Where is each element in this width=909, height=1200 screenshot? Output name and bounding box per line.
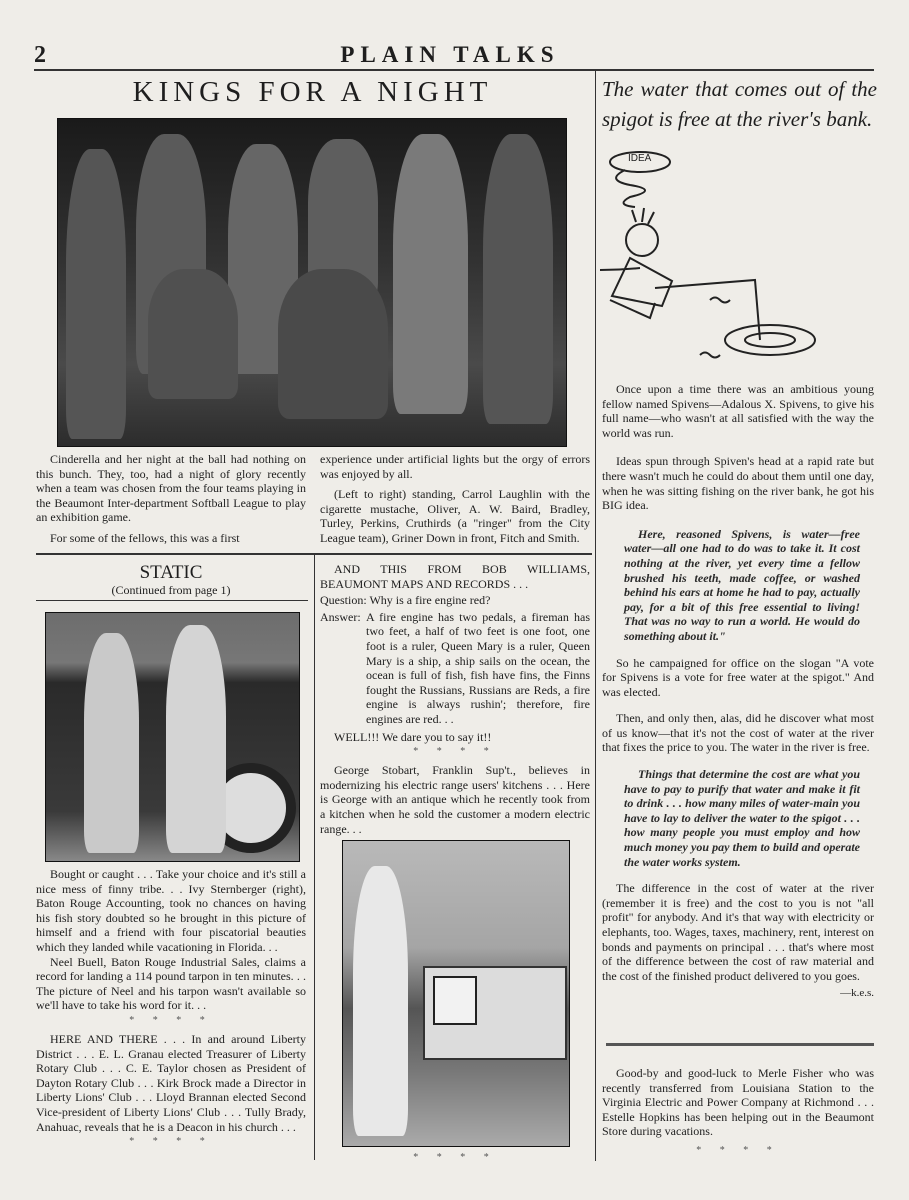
stars-divider: * * * * bbox=[696, 1144, 780, 1156]
fisherman-cartoon bbox=[600, 140, 880, 370]
goodby-paragraph: Good-by and good-luck to Merle Fisher who was recently transferred from Louisiana Station to the Virginia Electric and Power Company at Richmond . . . Estelle Hopkins has been helping out in the Beaumont Store during vacations. bbox=[602, 1066, 874, 1139]
here-and-there: HERE AND THERE . . . In and around Liberty District . . . E. L. Granau elected Treasurer of Liberty Rotary Club . . . C. E. Taylor chosen as President of Dayton Rotary Club . . . Kirk Brock made a Director in Liberty Lions' Club . . . Lloyd Brannan elected Second Vice-president of Liberty Lions' Club . . . Tully Brady, Anahuac, reveals that he is a Deacon in his church . . . bbox=[36, 1031, 306, 1134]
cartoon-idea-label: IDEA bbox=[628, 153, 652, 164]
headline: KINGS FOR A NIGHT bbox=[132, 76, 493, 108]
static-paragraph: Neel Buell, Baton Rouge Industrial Sales, claims a record for landing a 114 pound tarpon in ten minutes. . . The picture of Neel and his tarpon wasn't available so we'll have to take his word for it. . . bbox=[36, 954, 306, 1013]
masthead-title: PLAIN TALKS bbox=[340, 42, 560, 67]
answer-block bbox=[320, 610, 590, 730]
page-number: 2 bbox=[34, 42, 46, 68]
story-paragraph: Once upon a time there was an ambitious young fellow named Spivens—Adalous X. Spivens, to give his full name—who wasn't at all satisfied with the way the world was run. bbox=[602, 382, 874, 440]
stars-divider: * * * * bbox=[413, 746, 497, 758]
kings-caption: (Left to right) standing, Carrol Laughlin with the cigarette mustache, Oliver, A. W. Baird, Bradley, Turley, Perkins, Cruthirds (a "ringer" from the City League team), Griner Down in front, Fitch and Smith. bbox=[320, 487, 590, 545]
spivens-story bbox=[602, 382, 874, 999]
kings-caption-col1 bbox=[36, 452, 306, 552]
answer-label: Answer: bbox=[320, 609, 361, 624]
quote-paragraph: Things that determine the cost are what you have to pay to purify that water and make it fit to drink . . . how many miles of water-main you have to lay to deliver the water to the spigot . . . how many people you must employ and how much money you pay them to build and operate the water works system. bbox=[624, 767, 860, 869]
signature: —k.e.s. bbox=[840, 987, 874, 1000]
stobart-paragraph: George Stobart, Franklin Sup't., believes in modernizing his electric range users' kitchens . . . Here is George with an antique which he recently took from a kitchen when he sold the customer a modern electric range. . . bbox=[320, 763, 590, 836]
column-rule-right bbox=[595, 71, 596, 1161]
stobart-stove-photo bbox=[342, 840, 570, 1147]
static-paragraph: Bought or caught . . . Take your choice and it's still a nice mess of finny tribe. . . Ivy Sternberger (right), Baton Rouge Accounting, took no chances on having his fish story doubted so he brought in this picture of himself and a friend with four piscatorial beauties which they landed while vacationing in Florida. . . bbox=[36, 867, 306, 954]
kings-paragraph: experience under artificial lights but the orgy of errors was enjoyed by all. bbox=[320, 452, 590, 481]
stars-divider: * * * * bbox=[413, 1152, 497, 1163]
middle-text bbox=[320, 562, 590, 842]
quote-block bbox=[602, 767, 874, 869]
quote-block bbox=[602, 527, 874, 644]
kings-paragraph: For some of the fellows, this was a first bbox=[50, 530, 240, 545]
kings-caption-col2 bbox=[320, 452, 590, 552]
goodby-text bbox=[602, 1066, 874, 1162]
static-rule bbox=[36, 600, 308, 601]
stars-divider: * * * * bbox=[129, 1014, 213, 1026]
question: Question: Why is a fire engine red? bbox=[320, 593, 491, 608]
spigot-heading: The water that comes out of the spigot is free at the river's bank. bbox=[602, 77, 877, 131]
masthead-rule bbox=[34, 69, 874, 71]
static-subheading: (Continued from page 1) bbox=[111, 583, 231, 597]
fishermen-photo bbox=[45, 612, 300, 862]
stars-divider: * * * * bbox=[129, 1136, 213, 1148]
answer-text: A fire engine has two pedals, a fireman has two feet, a half of two feet is one foot, one foot is a ruler, Queen Mary is a ruler, Queen Mary is a ship, a ship sails on the ocean, the ocean is full of fish, fish have fins, the Finns fought the Russians, Russians are Reds, a fire engine is always rushin'; therefore, fire engines are red. . . bbox=[366, 609, 590, 726]
story-paragraph: Then, and only then, alas, did he discover what most of us know—that it's not the cost of water at the river that fixes the price to you. The water in the river is free. bbox=[602, 711, 874, 755]
column-rule-left bbox=[314, 555, 315, 1160]
bob-williams-heading: AND THIS FROM BOB WILLIAMS, BEAUMONT MAPS AND RECORDS . . . bbox=[320, 562, 590, 591]
section-rule-right bbox=[606, 1043, 874, 1046]
section-rule bbox=[36, 553, 592, 555]
kings-paragraph: Cinderella and her night at the ball had nothing on this bunch. They, too, had a night of glory recently when a team was chosen from the four teams playing in the Beaumont Inter-department Softball League to play an exhibition game. bbox=[36, 452, 306, 525]
softball-team-photo bbox=[57, 118, 567, 447]
quote-paragraph: Here, reasoned Spivens, is water—free water—all one had to do was to take it. It cost nothing at the river, yet every time a fellow brushed his teeth, made coffee, or washed behind his ears at home he had to pay, actually pay, for a bit of this free essential to living! That was no way to run a world. He would do something about it." bbox=[624, 526, 860, 643]
static-text bbox=[36, 867, 306, 1153]
story-paragraph: The difference in the cost of water at the river (remember it is free) and the cost to you is not "all profit" for anybody. And it's that way with electricity or elephants, too. Wages, taxes, machinery, rent, interest on bonds and payments on principal . . . that's where most of the difference between the cost of raw material and the cost of the finished product delivered to you goes. bbox=[602, 881, 874, 983]
story-paragraph: Ideas spun through Spiven's head at a rapid rate but there wasn't much he could do about them until one day, when he was sitting fishing on the river bank, he got his BIG idea. bbox=[602, 454, 874, 513]
static-heading: STATIC bbox=[139, 562, 203, 583]
well-text: WELL!!! We dare you to say it!! bbox=[334, 729, 492, 744]
story-paragraph: So he campaigned for office on the slogan "A vote for Spivens is a vote for free water at the spigot." And was elected. bbox=[602, 655, 874, 699]
